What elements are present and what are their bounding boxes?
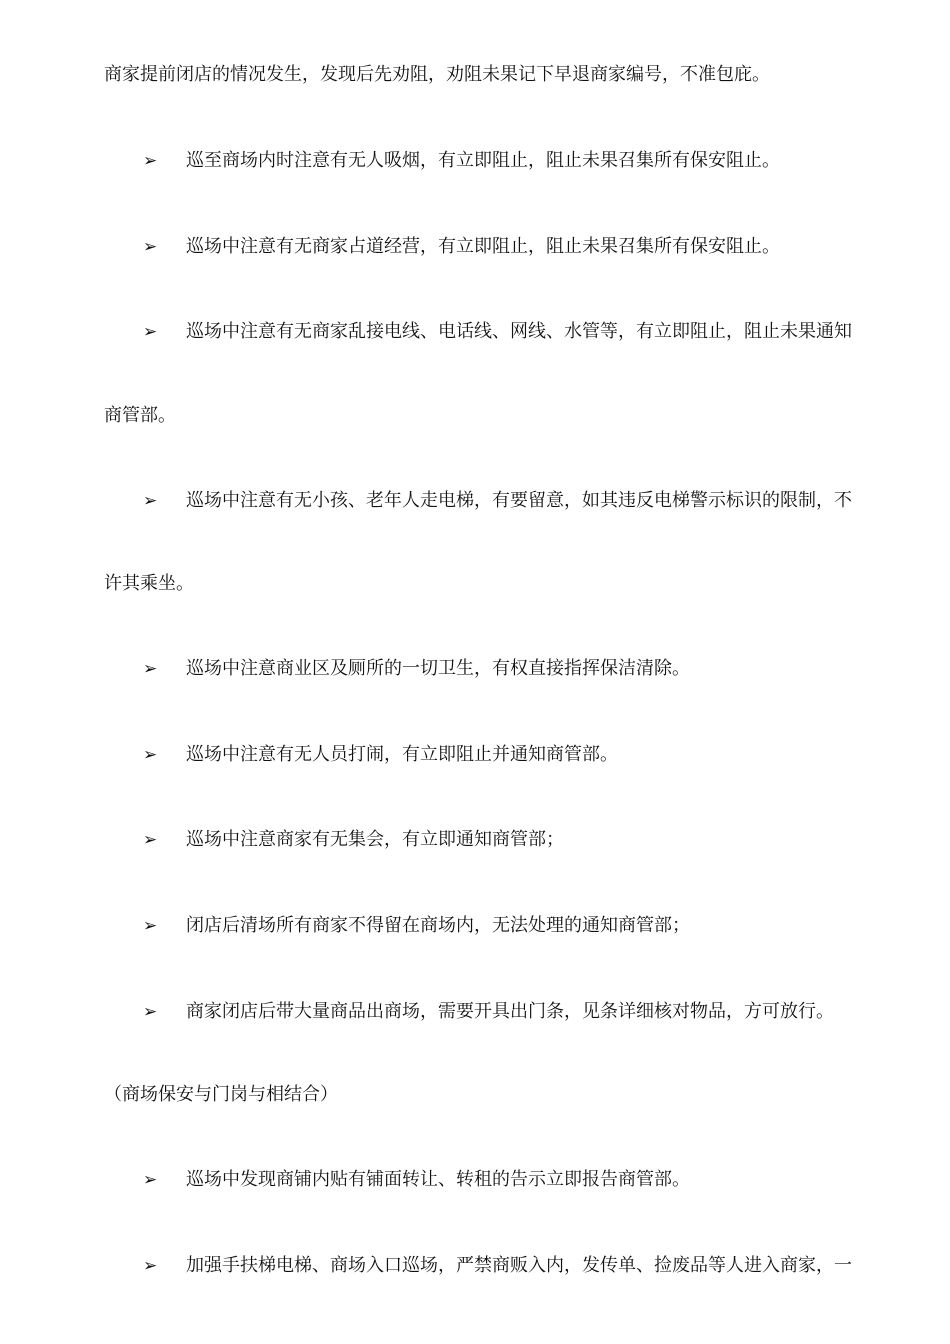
bullet-item-wiring: 巡场中注意有无商家乱接电线、电话线、网线、水管等，有立即阻止，阻止未果通知	[186, 321, 852, 342]
bullet-item-hygiene: 巡场中注意商业区及厕所的一切卫生，有权直接指挥保洁清除。	[186, 658, 690, 679]
bullet-item-exit-pass: 商家闭店后带大量商品出商场，需要开具出门条，见条详细核对物品，方可放行。	[186, 1001, 834, 1022]
paragraph-line: 商家提前闭店的情况发生，发现后先劝阻，劝阻未果记下早退商家编号，不准包庇。	[104, 64, 770, 85]
bullet-arrow-icon: ➢	[143, 916, 158, 936]
bullet-item-gathering: 巡场中注意商家有无集会，有立即通知商管部；	[186, 829, 564, 850]
bullet-item-smoking: 巡至商场内时注意有无人吸烟，有立即阻止，阻止未果召集所有保安阻止。	[186, 150, 780, 171]
parenthetical-note: （商场保安与门岗与相结合）	[104, 1084, 338, 1105]
bullet-arrow-icon: ➢	[143, 1170, 158, 1190]
bullet-item-clearing: 闭店后清场所有商家不得留在商场内，无法处理的通知商管部；	[186, 915, 690, 936]
bullet-item-transfer-notice: 巡场中发现商铺内贴有铺面转让、转租的告示立即报告商管部。	[186, 1169, 690, 1190]
bullet-arrow-icon: ➢	[143, 830, 158, 850]
bullet-arrow-icon: ➢	[143, 659, 158, 679]
bullet-item-elevator-continuation: 许其乘坐。	[104, 573, 194, 594]
bullet-arrow-icon: ➢	[143, 237, 158, 257]
bullet-item-fighting: 巡场中注意有无人员打闹，有立即阻止并通知商管部。	[186, 744, 618, 765]
bullet-item-elevator: 巡场中注意有无小孩、老年人走电梯，有要留意，如其违反电梯警示标识的限制，不	[186, 490, 852, 511]
bullet-item-entrance-patrol: 加强手扶梯电梯、商场入口巡场，严禁商贩入内，发传单、捡废品等人进入商家，一	[186, 1255, 852, 1276]
bullet-arrow-icon: ➢	[143, 151, 158, 171]
bullet-item-occupy-road: 巡场中注意有无商家占道经营，有立即阻止，阻止未果召集所有保安阻止。	[186, 236, 780, 257]
bullet-item-wiring-continuation: 商管部。	[104, 405, 176, 426]
bullet-arrow-icon: ➢	[143, 745, 158, 765]
bullet-arrow-icon: ➢	[143, 1002, 158, 1022]
bullet-arrow-icon: ➢	[143, 491, 158, 511]
bullet-arrow-icon: ➢	[143, 322, 158, 342]
bullet-arrow-icon: ➢	[143, 1256, 158, 1276]
